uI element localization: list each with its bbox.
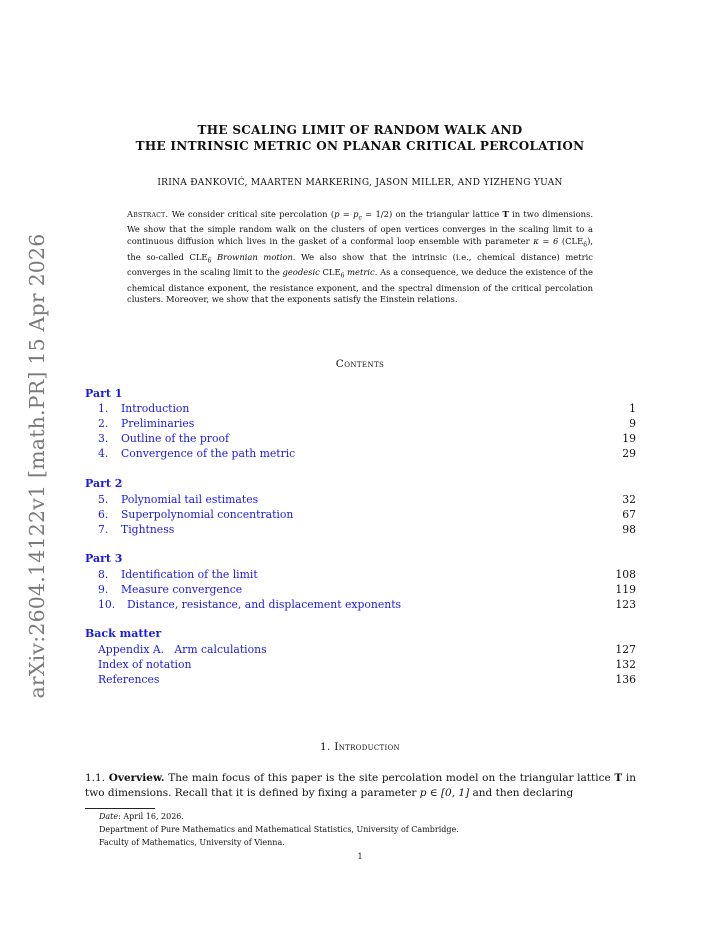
- toc-entry-page: 98: [622, 523, 636, 536]
- toc-entry-title[interactable]: Convergence of the path metric: [121, 447, 296, 460]
- toc-entry-title[interactable]: Appendix A. Arm calculations: [98, 643, 267, 656]
- toc-entry-number: 3.: [98, 432, 109, 445]
- toc-back-matter[interactable]: Back matter: [85, 627, 162, 640]
- contents-heading: Contents: [335, 358, 385, 370]
- toc-entry-introduction[interactable]: [0, 402, 720, 417]
- toc-entry-references[interactable]: [0, 673, 720, 688]
- arxiv-identifier-stamp: arXiv:2604.14122v1 [math.PR] 15 Apr 2026: [25, 233, 49, 699]
- toc-entry-superpolynomial[interactable]: [0, 508, 720, 523]
- toc-entry-measure-convergence[interactable]: [0, 583, 720, 598]
- lattice-symbol: T: [502, 209, 509, 219]
- subsection-number: 1.1.: [85, 772, 106, 784]
- toc-entry-title[interactable]: Introduction: [121, 402, 190, 415]
- toc-entry-tightness[interactable]: [0, 523, 720, 538]
- toc-entry-title[interactable]: Distance, resistance, and displacement exponents: [127, 598, 402, 611]
- paper-title-line-1: THE SCALING LIMIT OF RANDOM WALK AND: [197, 123, 523, 137]
- toc-entry-page: 67: [622, 508, 636, 521]
- toc-entry-page: 29: [622, 447, 636, 460]
- toc-entry-page: 132: [615, 658, 636, 671]
- date-footnote: Date: April 16, 2026.: [99, 812, 184, 821]
- toc-entry-index-of-notation[interactable]: [0, 658, 720, 673]
- toc-entry-number: 6.: [98, 508, 109, 521]
- toc-entry-title[interactable]: Polynomial tail estimates: [121, 493, 259, 506]
- toc-entry-number: 9.: [98, 583, 109, 596]
- footnotes: [99, 810, 459, 849]
- section-number: 1.: [320, 741, 331, 753]
- author-list: IRINA ĐANKOVIĆ, MAARTEN MARKERING, JASON MILLER, AND YIZHENG YUAN: [157, 178, 563, 188]
- abstract: Abstract. We consider critical site percolation $(p = p_c = 1/2)$ on the triangular lattice T in two dimensions. We show that the simple random walk on the clusters of open vertices converges in the scaling limit to a continuous diffusion which lives in the gasket of a conformal loop ensemble with parameter κ = 6 $(CLE_6)$, the so-called $CLE_6$ Brownian motion. We also show that the intrinsic (i.e., chemical distance) metric converges in the scaling limit to the geodesic $CLE_6$ metric. As a consequence, we deduce the existence of the chemical distance exponent, the resistance exponent, and the spectral dimension of the critical percolation clusters. Moreover, we show that the exponents satisfy the Einstein relations.: [127, 209, 593, 305]
- section-title: Introduction: [334, 741, 400, 753]
- affiliation-vienna: Faculty of Mathematics, University of Vienna.: [99, 838, 285, 847]
- toc-entry-path-metric[interactable]: [0, 447, 720, 462]
- abstract-heading: Abstract.: [127, 209, 169, 219]
- toc-entry-number: 8.: [98, 568, 109, 581]
- toc-entry-title[interactable]: Preliminaries: [121, 417, 195, 430]
- toc-entry-page: 127: [615, 643, 636, 656]
- toc-entry-page: 19: [622, 432, 636, 445]
- affiliation-cambridge: Department of Pure Mathematics and Mathematical Statistics, University of Cambridge.: [99, 825, 459, 834]
- footnote-rule: [85, 808, 155, 809]
- toc-entry-page: 9: [629, 417, 636, 430]
- toc-entry-exponents[interactable]: [0, 598, 720, 613]
- toc-part-2[interactable]: Part 2: [85, 477, 123, 490]
- toc-entry-preliminaries[interactable]: [0, 417, 720, 432]
- toc-entry-page: 136: [615, 673, 636, 686]
- toc-entry-appendix-a[interactable]: [0, 643, 720, 658]
- toc-entry-number: 4.: [98, 447, 109, 460]
- toc-part-1[interactable]: Part 1: [85, 387, 123, 400]
- overview-paragraph: 1.1. Overview. The main focus of this paper is the site percolation model on the triangular lattice T in two dimensions. Recall that it is defined by fixing a parameter p ∈ [0, 1] and then declaring: [85, 772, 636, 799]
- toc-part-3[interactable]: Part 3: [85, 552, 123, 565]
- toc-entry-title[interactable]: Identification of the limit: [121, 568, 258, 581]
- toc-entry-page: 123: [615, 598, 636, 611]
- toc-entry-number: 7.: [98, 523, 109, 536]
- subsection-heading: Overview.: [108, 772, 165, 784]
- lattice-symbol: T: [614, 772, 623, 784]
- paper-title-line-2: THE INTRINSIC METRIC ON PLANAR CRITICAL PERCOLATION: [135, 139, 585, 153]
- toc-entry-page: 119: [615, 583, 636, 596]
- toc-entry-identification[interactable]: [0, 568, 720, 583]
- page-number: 1: [357, 852, 363, 861]
- toc-entry-number: 1.: [98, 402, 109, 415]
- toc-entry-title[interactable]: References: [98, 673, 160, 686]
- toc-entry-page: 32: [622, 493, 636, 506]
- toc-entry-title[interactable]: Index of notation: [98, 658, 192, 671]
- toc-entry-title[interactable]: Measure convergence: [121, 583, 243, 596]
- toc-entry-number: 2.: [98, 417, 109, 430]
- toc-entry-title[interactable]: Superpolynomial concentration: [121, 508, 294, 521]
- toc-entry-page: 1: [629, 402, 636, 415]
- toc-entry-title[interactable]: Outline of the proof: [121, 432, 229, 445]
- toc-entry-number: 5.: [98, 493, 109, 506]
- toc-entry-polynomial-tail[interactable]: [0, 493, 720, 508]
- section-heading-introduction: [0, 741, 720, 753]
- toc-entry-page: 108: [615, 568, 636, 581]
- toc-entry-number: 10.: [98, 598, 116, 611]
- toc-entry-title[interactable]: Tightness: [121, 523, 175, 536]
- toc-entry-outline[interactable]: [0, 432, 720, 447]
